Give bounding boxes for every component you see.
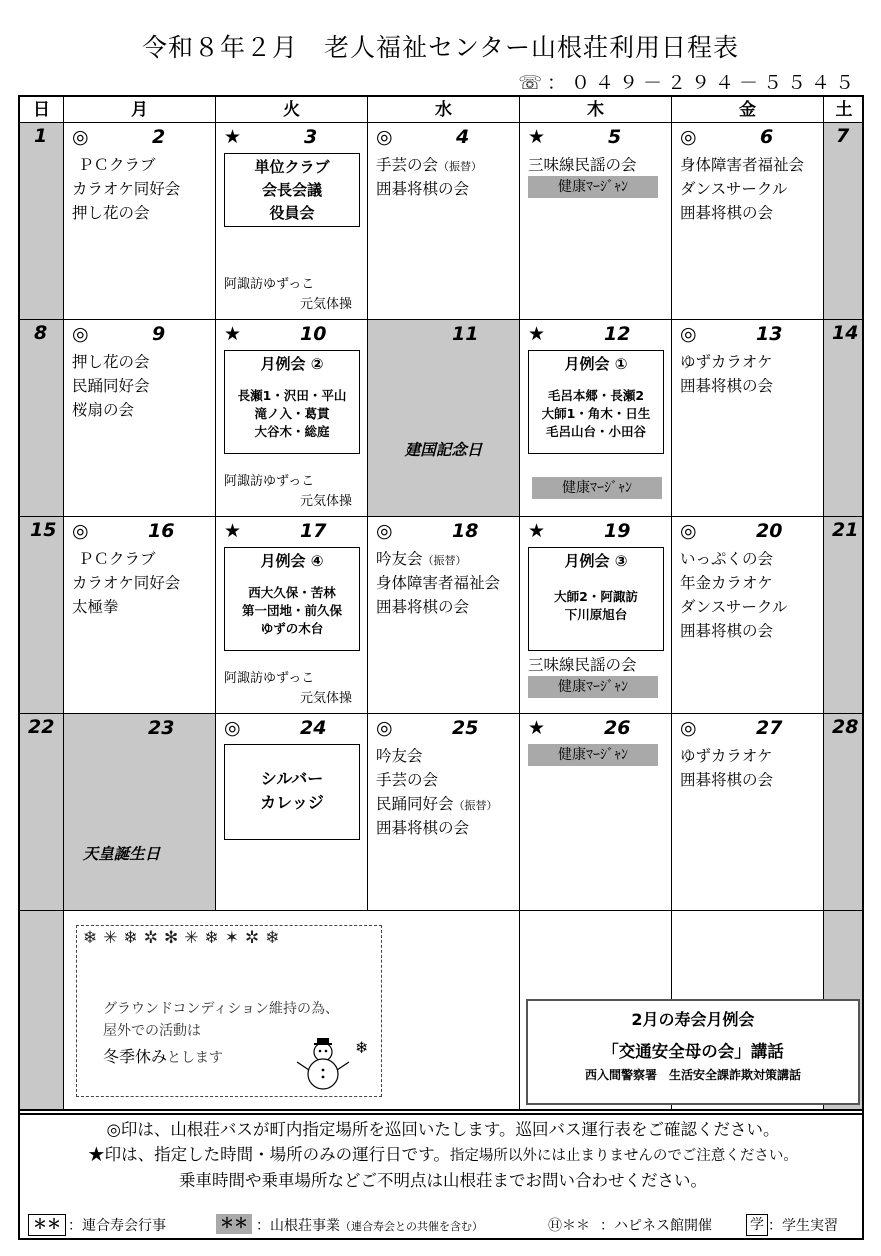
empty-cell [20,911,64,1111]
event: 民踊同好会 [72,377,150,395]
page-title: 令和８年２月 老人福祉センター山根荘利用日程表 [141,33,739,62]
empty-cell [368,911,520,1111]
day-cell-24: ◎ 24 シルバー カレッジ [216,714,368,911]
bus-circle-mark: ◎ [72,323,89,345]
event: ダンスサークル [680,598,788,616]
snowman-icon [293,1034,353,1094]
bus-circle-mark: ◎ [376,520,393,542]
event: カラオケ同好会 [72,574,181,592]
day-cell-2: ◎ 2 ＰＣクラブ カラオケ同好会 押し花の会 [64,123,216,320]
legend-key-yamaneso: ＊＊ [216,1214,252,1234]
bus-circle-mark: ◎ [680,126,697,148]
event: 囲碁将棋の会 [680,771,774,789]
bus-star-mark: ★ [528,323,546,345]
mahjong-tag: 健康ﾏｰｼﾞｬﾝ [528,744,658,766]
event: 吟友会 [376,747,423,765]
day-cell-20: ◎ 20 いっぷくの会 年金カラオケ ダンスサークル 囲碁将棋の会 [672,517,824,714]
day-cell-3: ★ 3 単位クラブ 会長会議 役員会 阿諏訪ゆずっこ 元気体操 [216,123,368,320]
day-cell-13: ◎ 13 ゆずカラオケ 囲碁将棋の会 [672,320,824,517]
exercise-note: 元気体操 [300,297,353,312]
snowflake-border: ❄✳❄✲✻✳❄✶✲❄ [83,928,286,948]
footer-note-1: ◎印は、山根荘バスが町内指定場所を巡回いたします。巡回バス運行表をご確認ください。 [106,1120,780,1139]
event: ダンスサークル [680,180,788,198]
day-cell-4: ◎ 4 手芸の会（振替） 囲碁将棋の会 [368,123,520,320]
bus-star-mark: ★ [224,126,242,148]
exercise-note: 阿諏訪ゆずっこ [224,474,315,489]
mahjong-tag: 健康ﾏｰｼﾞｬﾝ [528,676,658,698]
legend: ＊＊ ：連合寿会行事 ＊＊ ：山根荘事業（連合寿会との共催を含む） Ⓗ＊＊ ：ハピネス館開催 学 ：学生実習 [18,1212,864,1240]
event: 身体障害者福祉会 [376,574,501,592]
snowflake-icon: ❄ [355,1038,369,1057]
event: 身体障害者福祉会 [680,156,805,174]
day-cell-17: ★ 17 月例会 ④ 西大久保・苦林 第一団地・前久保 ゆずの木台 阿諏訪ゆずっこ 元気体操 [216,517,368,714]
bus-circle-mark: ◎ [376,717,393,739]
day-cell-27: ◎ 27 ゆずカラオケ 囲碁将棋の会 [672,714,824,911]
footer-note-3: 乗車時間や乗車場所などご不明点は山根荘までお問い合わせください。 [179,1171,707,1190]
event: 囲碁将棋の会 [376,819,470,837]
footer-note-2: ★印は、指定した時間・場所のみの運行日です。指定場所以外には止まりませんのでご注意ください。 [88,1145,798,1164]
bus-circle-mark: ◎ [72,520,89,542]
exercise-note: 阿諏訪ゆずっこ [224,671,315,686]
event: 手芸の会（振替） [376,156,483,174]
divider [18,1109,864,1110]
monthly-meeting-box: 月例会 ② 長瀬1・沢田・平山 滝ノ入・葛貫 大谷木・総庭 [224,350,360,454]
phone-number: ☏：０４９－２９４－５５４５ [518,72,859,94]
monthly-meeting-box: 月例会 ④ 西大久保・苦林 第一団地・前久保 ゆずの木台 [224,547,360,651]
event: 押し花の会 [72,204,150,222]
day-cell-19: ★ 19 月例会 ③ 大師2・阿諏訪 下川原旭台 三味線民謡の会 健康ﾏｰｼﾞｬﾝ [520,517,672,714]
event: 手芸の会 [376,771,439,789]
day-cell-1: 1 [20,123,64,320]
legend-key-happiness: Ⓗ＊＊ [548,1218,590,1234]
event: 囲碁将棋の会 [680,377,774,395]
holiday-label: 建国記念日 [404,441,483,459]
event: 押し花の会 [72,353,150,371]
day-cell-15: 15 [20,517,64,714]
day-cell-23: 23 天皇誕生日 [64,714,216,911]
bus-circle-mark: ◎ [224,717,241,739]
event: ＰＣクラブ [78,550,156,568]
exercise-note: 元気体操 [300,494,353,509]
bus-star-mark: ★ [528,126,546,148]
bus-circle-mark: ◎ [376,126,393,148]
event: いっぷくの会 [680,550,774,568]
event: 囲碁将棋の会 [376,180,470,198]
exercise-note: 阿諏訪ゆずっこ [224,277,315,292]
day-cell-18: ◎ 18 吟友会（振替） 身体障害者福祉会 囲碁将棋の会 [368,517,520,714]
day-cell-14: 14 [824,320,864,517]
legend-key-student: 学 [746,1214,768,1236]
event: 三味線民謡の会 [528,656,637,674]
event: 桜扇の会 [72,401,135,419]
event: ゆずカラオケ [680,747,773,765]
day-cell-12: ★ 12 月例会 ① 毛呂本郷・長瀬2 大師1・角木・日生 毛呂山台・小田谷 健康ﾏｰｼﾞｬﾝ [520,320,672,517]
header-sat: 土 [824,97,864,123]
monthly-meeting-info: 2月の寿会月例会 「交通安全母の会」講話 西入間警察署 生活安全課詐欺対策講話 [526,999,860,1105]
header-thu: 木 [520,97,672,123]
day-cell-8: 8 [20,320,64,517]
day-cell-5: ★ 5 三味線民謡の会 健康ﾏｰｼﾞｬﾝ [520,123,672,320]
day-cell-21: 21 [824,517,864,714]
bus-circle-mark: ◎ [72,126,89,148]
day-cell-11: 11 建国記念日 [368,320,520,517]
monthly-meeting-box: 月例会 ① 毛呂本郷・長瀬2 大師1・角木・日生 毛呂山台・小田谷 [528,350,664,454]
event: 囲碁将棋の会 [680,204,774,222]
day-cell-16: ◎ 16 ＰＣクラブ カラオケ同好会 太極拳 [64,517,216,714]
event: 囲碁将棋の会 [680,622,774,640]
day-cell-26: ★ 26 健康ﾏｰｼﾞｬﾝ [520,714,672,911]
event: 吟友会（振替） [376,550,467,568]
event: ゆずカラオケ [680,353,773,371]
day-cell-9: ◎ 9 押し花の会 民踊同好会 桜扇の会 [64,320,216,517]
day-cell-25: ◎ 25 吟友会 手芸の会 民踊同好会（振替） 囲碁将棋の会 [368,714,520,911]
bus-circle-mark: ◎ [680,520,697,542]
event: 太極拳 [72,598,119,616]
winter-notice: ❄✳❄✲✻✳❄✶✲❄ グラウンドコンディション維持の為、 屋外での活動は 冬季休みとします ❄ [76,925,382,1097]
day-cell-10: ★ 10 月例会 ② 長瀬1・沢田・平山 滝ノ入・葛貫 大谷木・総庭 阿諏訪ゆずっこ 元気体操 [216,320,368,517]
day-cell-7: 7 [824,123,864,320]
day-cell-22: 22 [20,714,64,911]
bus-star-mark: ★ [224,520,242,542]
header-tue: 火 [216,97,368,123]
bus-circle-mark: ◎ [680,717,697,739]
bus-star-mark: ★ [528,717,546,739]
event: 民踊同好会（振替） [376,795,498,813]
holiday-label: 天皇誕生日 [82,845,161,863]
calendar-grid [18,95,864,1190]
mahjong-tag: 健康ﾏｰｼﾞｬﾝ [532,477,662,499]
event: 囲碁将棋の会 [376,598,470,616]
day-cell-6: ◎ 6 身体障害者福祉会 ダンスサークル 囲碁将棋の会 [672,123,824,320]
exercise-note: 元気体操 [300,691,353,706]
header-wed: 水 [368,97,520,123]
event: ＰＣクラブ [78,156,156,174]
header-sun: 日 [20,97,64,123]
header-mon: 月 [64,97,216,123]
legend-key-federation: ＊＊ [28,1214,66,1236]
club-meeting-box: 単位クラブ 会長会議 役員会 [224,153,360,227]
bus-circle-mark: ◎ [680,323,697,345]
monthly-meeting-box: 月例会 ③ 大師2・阿諏訪 下川原旭台 [528,547,664,651]
event: カラオケ同好会 [72,180,181,198]
event: 三味線民謡の会 [528,156,637,174]
event: 年金カラオケ [680,574,773,592]
mahjong-tag: 健康ﾏｰｼﾞｬﾝ [528,176,658,198]
silver-college-box: シルバー カレッジ [224,744,360,840]
day-cell-28: 28 [824,714,864,911]
header-fri: 金 [672,97,824,123]
bus-star-mark: ★ [224,323,242,345]
bus-star-mark: ★ [528,520,546,542]
